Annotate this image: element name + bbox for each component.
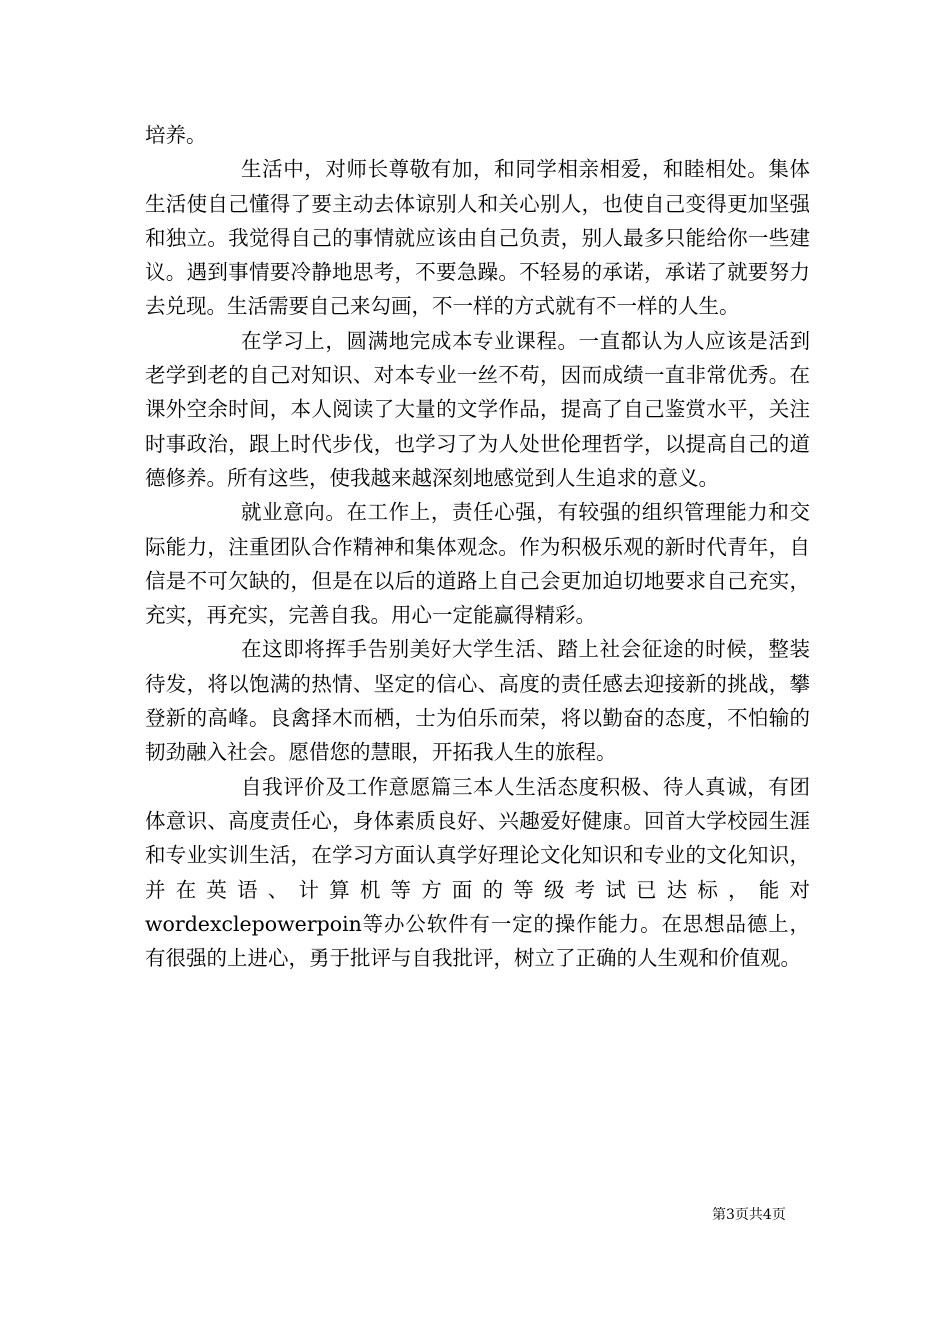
- paragraph-4: 就业意向。在工作上，责任心强，有较强的组织管理能力和交际能力，注重团队合作精神和集体观念。作为积极乐观的新时代青年，自信是不可欠缺的，但是在以后的道路上自己会更加迫切地要求自己充实，充实，再充实，完善自我。用心一定能赢得精彩。: [145, 500, 810, 628]
- paragraph-6: 自我评价及工作意愿篇三本人生活态度积极、待人真诚，有团体意识、高度责任心，身体素质良好、兴趣爱好健康。回首大学校园生涯和专业实训生活，在学习方面认真学好理论文化知识和专业的文化知识，并在英语、计算机等方面的等级考试已达标，能对wordexclepowerpoin等办公软件有一定的操作能力。在思想品德上，有很强的上进心，勇于批评与自我批评，树立了正确的人生观和价值观。: [145, 774, 810, 971]
- document-body: [145, 118, 810, 975]
- page-number-footer: 第3页共4页: [712, 1207, 786, 1223]
- paragraph-1: 培养。: [145, 123, 207, 147]
- paragraph-2: 生活中，对师长尊敬有加，和同学相亲相爱，和睦相处。集体生活使自己懂得了要主动去体谅别人和关心别人，也使自己变得更加坚强和独立。我觉得自己的事情就应该由自己负责，别人最多只能给你一些建议。遇到事情要冷静地思考，不要急躁。不轻易的承诺，承诺了就要努力去兑现。生活需要自己来勾画，不一样的方式就有不一样的人生。: [145, 157, 810, 319]
- paragraph-3: 在学习上，圆满地完成本专业课程。一直都认为人应该是活到老学到老的自己对知识、对本专业一丝不苟，因而成绩一直非常优秀。在课外空余时间，本人阅读了大量的文学作品，提高了自己鉴赏水平，关注时事政治，跟上时代步伐，也学习了为人处世伦理哲学，以提高自己的道德修养。所有这些，使我越来越深刻地感觉到人生追求的意义。: [145, 328, 810, 490]
- paragraph-5: 在这即将挥手告别美好大学生活、踏上社会征途的时候，整装待发，将以饱满的热情、坚定的信心、高度的责任感去迎接新的挑战，攀登新的高峰。良禽择木而栖，士为伯乐而荣，将以勤奋的态度，不怕输的韧劲融入社会。愿借您的慧眼，开拓我人生的旅程。: [145, 637, 810, 765]
